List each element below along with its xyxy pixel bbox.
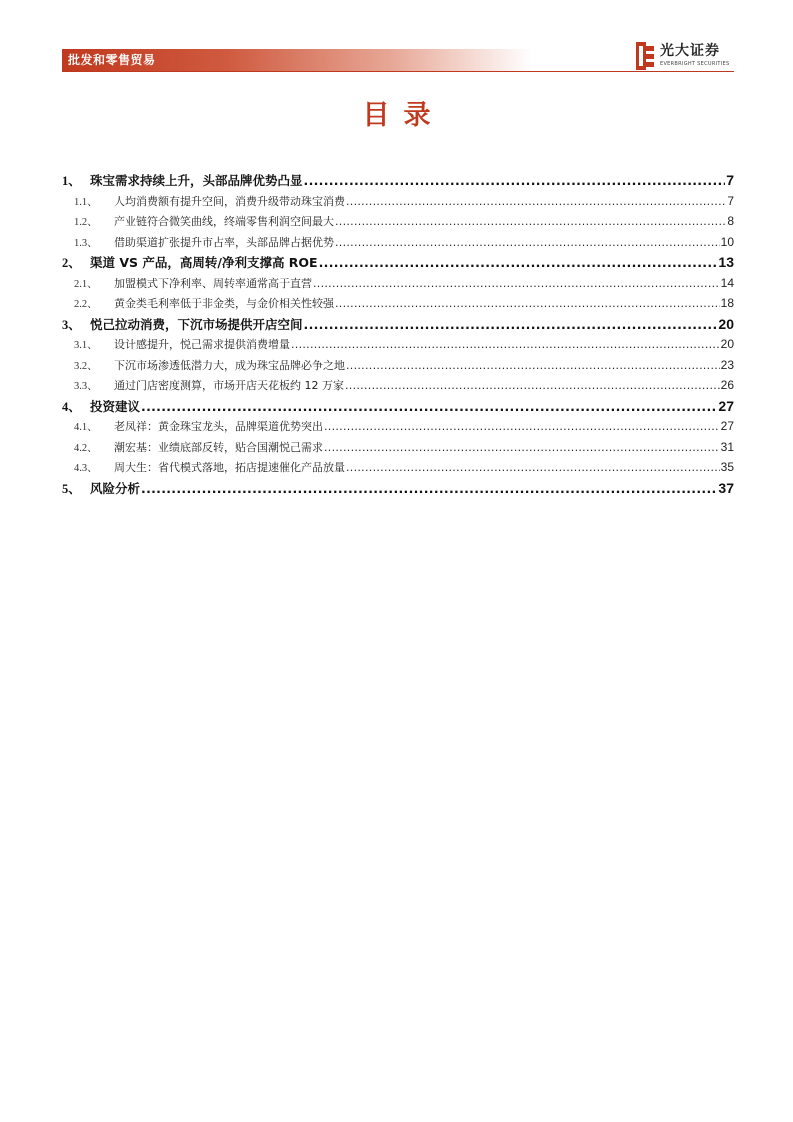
logo-english-name: EVERBRIGHT SECURITIES	[660, 61, 730, 67]
toc-entry-title[interactable]: 周大生：省代模式落地，拓店提速催化产品放量	[114, 461, 345, 474]
toc-dot-leader	[335, 294, 720, 314]
toc-chapter-entry[interactable]	[62, 252, 734, 273]
toc-page-number[interactable]: 14	[720, 275, 734, 290]
toc-dot-leader	[335, 212, 726, 232]
toc-section-entry[interactable]	[62, 355, 734, 376]
toc-entry-number: 4.1、	[74, 422, 98, 433]
toc-entry-title[interactable]: 珠宝需求持续上升，头部品牌优势凸显	[90, 173, 303, 188]
toc-entry-number: 2.1、	[74, 278, 98, 290]
toc-dot-leader	[346, 192, 726, 212]
toc-dot-leader	[319, 253, 718, 273]
toc-chapter-entry[interactable]	[62, 396, 734, 417]
toc-entry-number: 2.2、	[74, 299, 98, 310]
toc-section-entry[interactable]	[62, 416, 734, 437]
toc-entry-title[interactable]: 下沉市场渗透低潜力大，成为珠宝品牌必争之地	[114, 358, 345, 372]
toc-entry-title[interactable]: 悦己拉动消费，下沉市场提供开店空间	[90, 316, 303, 332]
toc-entry-number: 4.3、	[74, 463, 98, 474]
toc-entry-number: 3.2、	[74, 360, 98, 372]
table-of-contents	[62, 170, 734, 498]
toc-entry-title[interactable]: 黄金类毛利率低于非金类，与金价相关性较强	[114, 297, 334, 310]
toc-chapter-entry[interactable]	[62, 170, 734, 191]
toc-entry-number: 5、	[62, 481, 81, 496]
toc-entry-number: 1.2、	[74, 217, 98, 228]
toc-page-number[interactable]: 13	[718, 254, 734, 270]
toc-page-number[interactable]: 27	[718, 397, 734, 414]
toc-dot-leader	[324, 438, 720, 458]
toc-entry-title[interactable]: 产业链符合微笑曲线，终端零售利润空间最大	[114, 215, 334, 228]
everbright-logo-icon	[636, 42, 654, 70]
toc-section-entry[interactable]	[62, 437, 734, 458]
toc-dot-leader	[313, 274, 720, 294]
toc-entry-number: 4.2、	[74, 442, 98, 454]
toc-page-number[interactable]: 37	[718, 479, 734, 496]
toc-entry-title[interactable]: 借助渠道扩张提升市占率，头部品牌占据优势	[114, 235, 334, 249]
toc-entry-number: 3、	[62, 317, 81, 332]
section-label: 批发和零售贸易	[68, 53, 156, 67]
toc-section-entry[interactable]	[62, 211, 734, 232]
toc-page-number[interactable]: 27	[720, 419, 734, 433]
toc-entry-title[interactable]: 设计感提升，悦己需求提供消费增量	[114, 338, 290, 351]
toc-entry-number: 1.1、	[74, 196, 98, 208]
toc-section-entry[interactable]	[62, 375, 734, 396]
toc-section-entry[interactable]	[62, 334, 734, 355]
toc-chapter-entry[interactable]	[62, 314, 734, 335]
toc-dot-leader	[324, 417, 720, 437]
toc-page-number[interactable]: 23	[720, 357, 734, 372]
toc-page-number[interactable]: 18	[720, 296, 734, 310]
toc-entry-number: 4、	[62, 399, 81, 414]
toc-entry-title[interactable]: 加盟模式下净利率、周转率通常高于直营	[114, 276, 312, 290]
toc-page-number[interactable]: 7	[726, 172, 734, 188]
toc-entry-title[interactable]: 通过门店密度测算，市场开店天花板约 12 万家	[114, 379, 344, 392]
toc-entry-number: 3.3、	[74, 381, 98, 392]
toc-entry-title[interactable]: 老凤祥：黄金珠宝龙头，品牌渠道优势突出	[114, 420, 323, 433]
toc-page-number[interactable]: 31	[720, 439, 734, 454]
toc-section-entry[interactable]	[62, 232, 734, 253]
toc-dot-leader	[346, 458, 720, 478]
toc-page-number[interactable]: 20	[718, 315, 734, 332]
toc-section-entry[interactable]	[62, 293, 734, 314]
toc-dot-leader	[141, 479, 717, 499]
toc-chapter-entry[interactable]	[62, 478, 734, 499]
toc-page-number[interactable]: 7	[727, 193, 734, 208]
toc-entry-number: 1.3、	[74, 237, 98, 249]
toc-entry-number: 1、	[62, 174, 81, 188]
brand-logo	[636, 42, 736, 70]
toc-entry-title[interactable]: 渠道 VS 产品，高周转/净利支撑高 ROE	[90, 255, 318, 270]
toc-page-number[interactable]: 26	[720, 378, 734, 392]
toc-section-entry[interactable]	[62, 273, 734, 294]
toc-page-number[interactable]: 10	[720, 234, 734, 249]
toc-dot-leader	[291, 335, 720, 355]
toc-section-entry[interactable]	[62, 457, 734, 478]
toc-dot-leader	[346, 356, 720, 376]
toc-page-number[interactable]: 20	[720, 337, 734, 351]
toc-entry-title[interactable]: 投资建议	[90, 398, 141, 414]
toc-section-entry[interactable]	[62, 191, 734, 212]
toc-dot-leader	[304, 171, 726, 191]
toc-dot-leader	[304, 315, 718, 335]
toc-dot-leader	[335, 233, 720, 253]
toc-dot-leader	[345, 376, 720, 396]
toc-entry-number: 2、	[62, 256, 81, 270]
toc-entry-title[interactable]: 潮宏基：业绩底部反转，贴合国潮悦己需求	[114, 440, 323, 454]
logo-chinese-name: 光大证券	[660, 43, 720, 59]
toc-entry-title[interactable]: 风险分析	[90, 480, 141, 496]
header-divider	[62, 71, 734, 72]
toc-page-number[interactable]: 8	[727, 214, 734, 228]
toc-title: 目录	[362, 100, 445, 131]
toc-dot-leader	[141, 397, 717, 417]
toc-entry-title[interactable]: 人均消费额有提升空间，消费升级带动珠宝消费	[114, 194, 345, 208]
toc-entry-number: 3.1、	[74, 340, 98, 351]
toc-page-number[interactable]: 35	[720, 460, 734, 474]
